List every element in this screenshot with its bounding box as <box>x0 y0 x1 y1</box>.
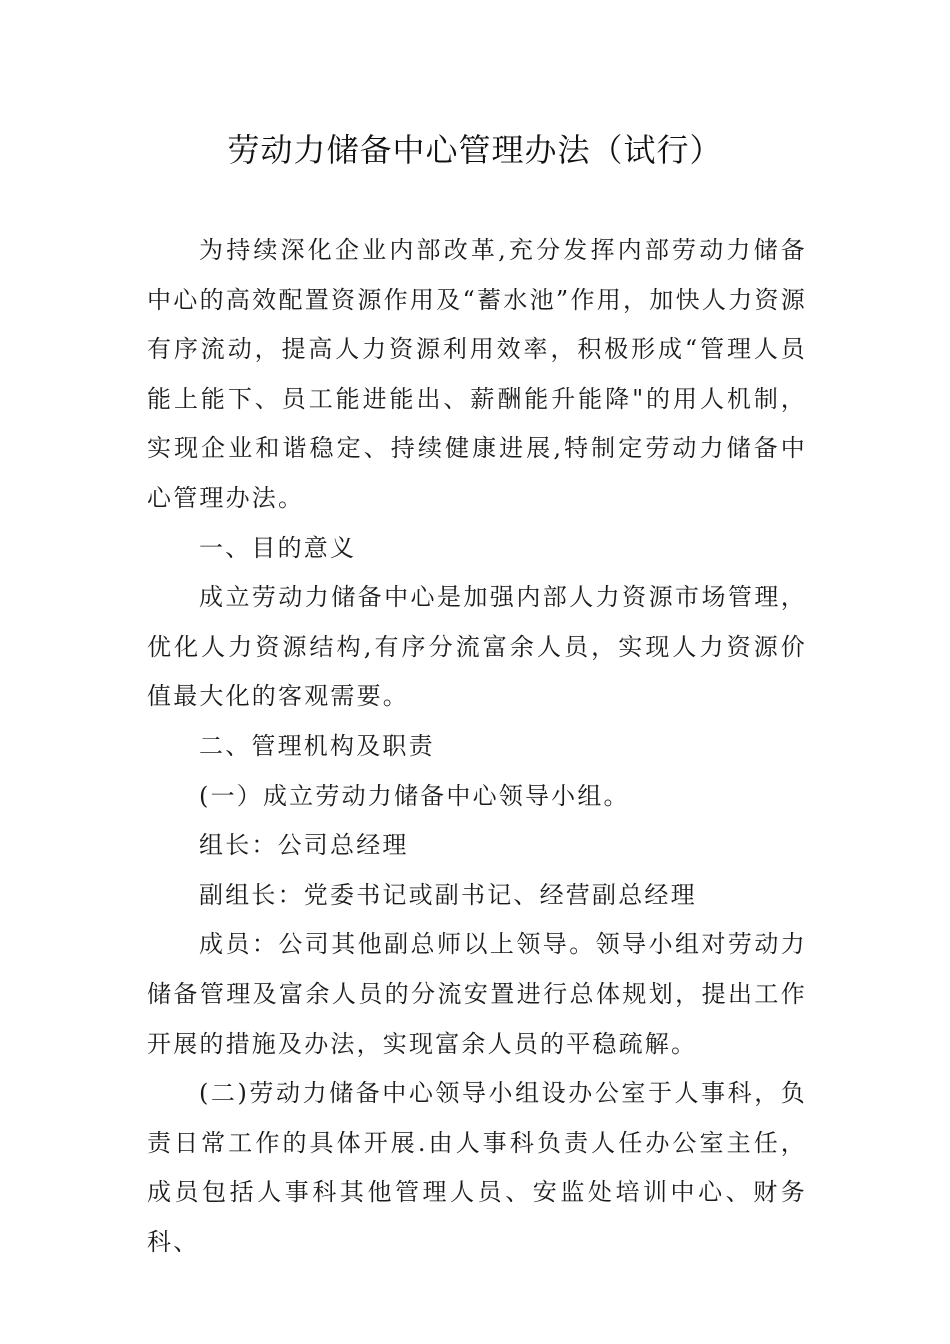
group-leader-line: 组长：公司总经理 <box>199 831 409 860</box>
section-heading-purpose: 一、目的意义 <box>199 533 357 562</box>
subsection-leading-group: (一）成立劳动力储备中心领导小组。 <box>199 781 630 810</box>
intro-paragraph: 为持续深化企业内部改革,充分发挥内部劳动力储备中心的高效配置资源作用及“蓄水池”作用，加快人力资源有序流动，提高人力资源利用效率，积极形成“管理人员能上能下、员工能进能出、薪酬能升能降"的用人机制，实现企业和谐稳定、持续健康进展,特制定劳动力储备中心管理办法。 <box>147 236 807 512</box>
purpose-paragraph: 成立劳动力储备中心是加强内部人力资源市场管理，优化人力资源结构,有序分流富余人员，实现人力资源价值最大化的客观需要。 <box>147 583 807 711</box>
section-heading-organization: 二、管理机构及职责 <box>199 731 435 760</box>
deputy-leader-line: 副组长：党委书记或副书记、经营副总经理 <box>199 880 697 909</box>
document-title: 劳动力储备中心管理办法（试行） <box>227 131 723 169</box>
office-paragraph: (二)劳动力储备中心领导小组设办公室于人事科，负责日常工作的具体开展.由人事科负责人任办公室主任，成员包括人事科其他管理人员、安监处培训中心、财务科、 <box>147 1079 807 1256</box>
members-paragraph: 成员：公司其他副总师以上领导。领导小组对劳动力储备管理及富余人员的分流安置进行总体规划，提出工作开展的措施及办法，实现富余人员的平稳疏解。 <box>147 930 807 1058</box>
document-body <box>147 226 807 1267</box>
